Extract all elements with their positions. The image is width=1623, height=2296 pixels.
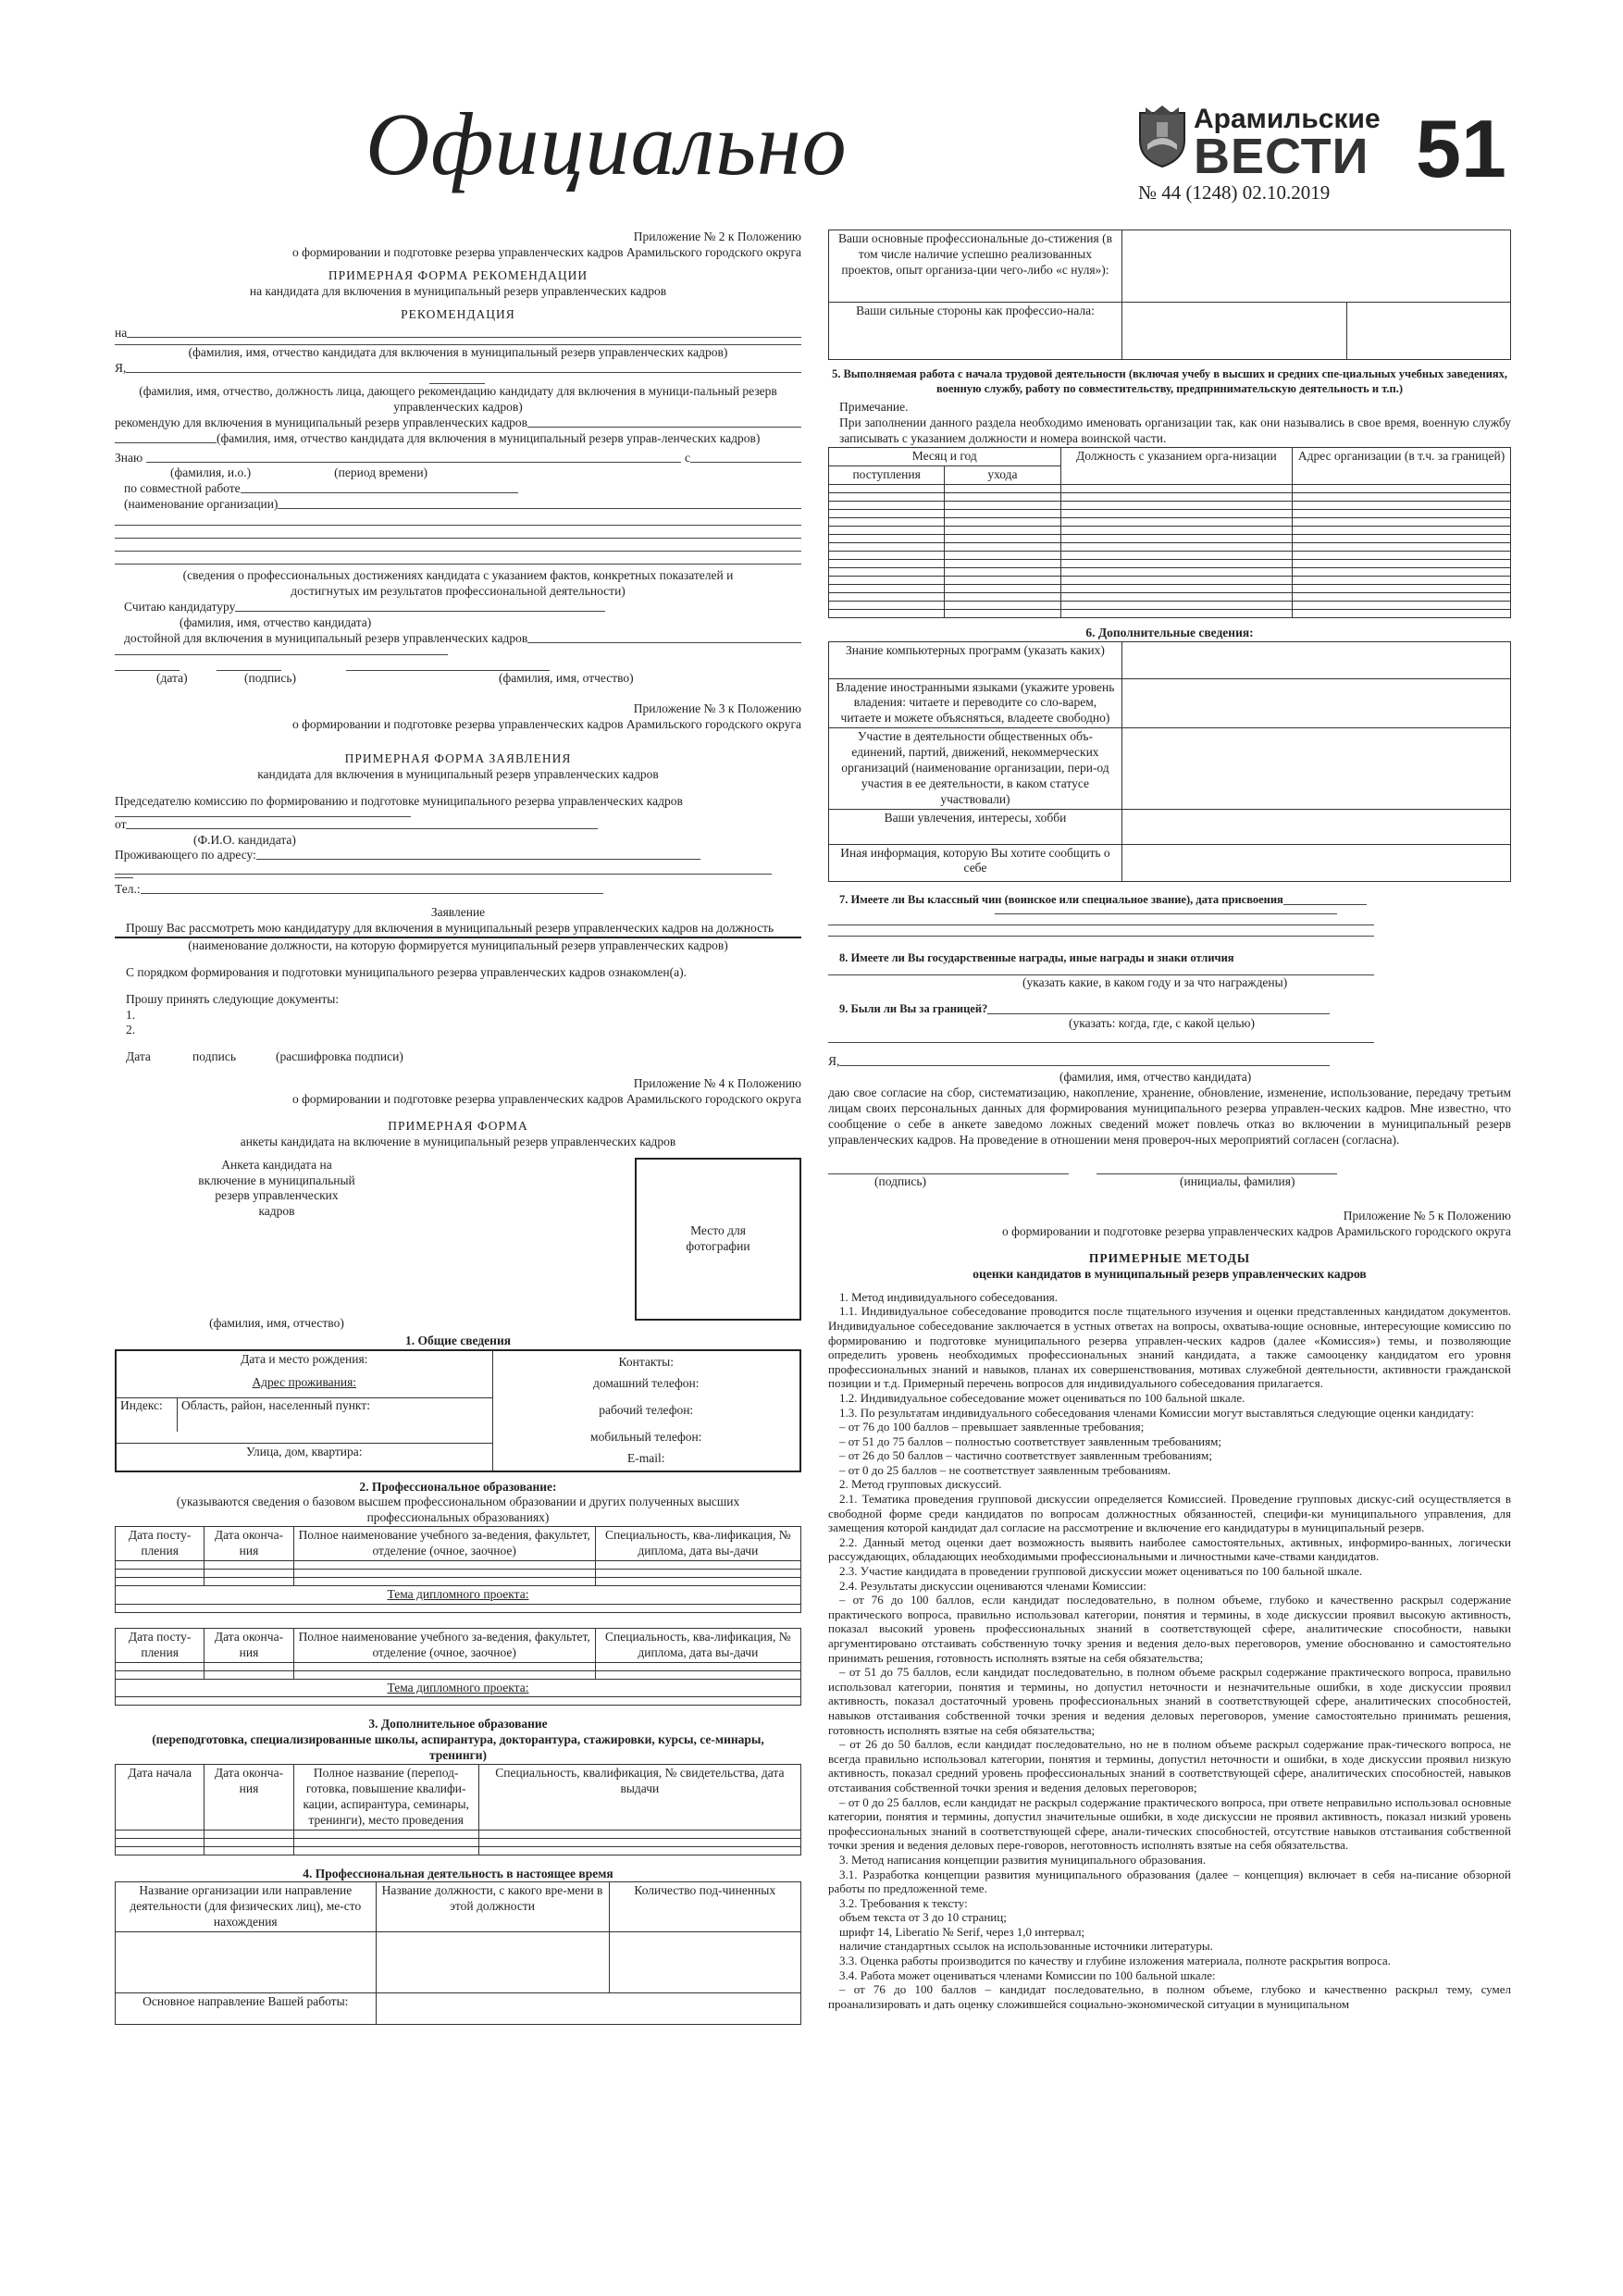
work-history-table [828,447,1511,618]
worthy-label: достойной для включения в муниципальный резерв управленческих кадров [124,630,528,645]
from-label: от [115,816,127,831]
s4-heading: 4. Профессиональная деятельность в настоящее время [303,1866,613,1880]
mobile-label: мобильный телефон: [590,1429,702,1444]
addr-label: Адрес проживания: [252,1374,357,1389]
table-header-cell: Дата оконча-ния [204,1527,293,1561]
issue-number: № 44 (1248) 02.10.2019 [1138,181,1331,204]
hobby-label: Ваши увлечения, интересы, хобби [884,810,1067,825]
thesis-label-1: Тема дипломного проекта: [387,1586,529,1601]
on-label: на [115,326,128,341]
annex2-title: ПРИМЕРНАЯ ФОРМА РЕКОМЕНДАЦИИ [328,267,588,282]
table-header-cell: Дата посту-пления [116,1527,204,1561]
recommend-label: рекомендую для включения в муниципальный резерв управленческих кадров [115,415,527,429]
table-header-cell: Дата оконча-ния [204,1628,293,1662]
paragraph: 3.3. Оценка работы производится по качеству и глубине изложения материала, полноте раскрытия вопроса. [839,1954,1391,1968]
ya-hint: (фамилия, имя, отчество кандидата) [1059,1070,1252,1084]
paragraph: 1.3. По результатам индивидуального собеседования членами Комиссии могут выставляться следующие оценки кандидату: [839,1405,1474,1420]
s9-label: 9. Были ли Вы за границей? [839,1001,988,1015]
hint-initials: (фамилия, и.о.) [170,465,252,480]
coat-of-arms-icon [1136,104,1188,168]
additional-education-table [115,1764,801,1855]
note-text: При заполнении данного раздела необходимо именовать организации так, как они назывались в свое время, военную службу записывать с указанием должности и номера воинской части. [839,416,1511,445]
s1-heading: 1. Общие сведения [404,1334,512,1347]
region-label: Область, район, населенный пункт: [181,1398,370,1413]
fio-caption: (фамилия, имя, отчество) [209,1316,344,1331]
paragraph: 1. Метод индивидуального собеседования. [839,1289,1059,1304]
addressee: Председателю комиссию по формированию и подготовке муниципального резерва управленческих кадров [115,793,683,808]
table-header-cell: Название организации или направление деятельности (для физических лиц), ме-сто нахождения [116,1882,377,1932]
computer-label: Знание компьютерных программ (указать каких) [846,642,1105,657]
other-label: Иная информация, которую Вы хотите сообщить о себе [840,845,1110,875]
address-label: Проживающего по адресу: [115,848,256,863]
paragraph: 2.1. Тематика проведения групповой дискуссии определяется Комиссией. Проведение групповых дискус-сий осуществляется в свободной форме среди кандидатов по вопросам должностных обязанностей, специфи-ки муниципального управления, для замещения которой кандидат дал согласие на рассмотрение и включение его кандидатуры в муниципальный резерв. [828,1492,1511,1535]
annex4-sub: о формировании и подготовке резерва управленческих кадров Арамильского городского округа [292,1092,801,1106]
hint-period: (период времени) [334,465,428,480]
table-header-cell: Специальность, ква-лификация, № диплома, дата вы-дачи [595,1628,800,1662]
additional-info-table [828,641,1511,882]
since-label: с [685,450,690,465]
paragraph: – от 76 до 100 баллов, если кандидат последовательно, в полном объеме, глубоко и качественно раскрыл содержание практического вопроса, правильно использовал категории, понятия и термины, в ходе дискуссии проявил высокую активность, показал высокий уровень профессиональных знаний в соответствующей сфере, аналитические способности, навыки аргументировано отстаивать собственную точку зрения и ведения дело-вых переговоров, умение обоснованно и самостоятельно принимать решения, готовность исполнять взятые на себя обязательства; [828,1593,1511,1665]
annex2-label: Приложение № 2 к Положению [633,230,801,243]
decode-label: (расшифровка подписи) [276,1049,403,1064]
photo-box: Место для фотографии [635,1158,801,1321]
email-label: E-mail: [627,1450,665,1465]
table-header-cell: Дата посту-пления [116,1628,204,1662]
hint-candidate: (фамилия, имя, отчество кандидата для включения в муниципальный резерв управленческих кадров) [188,345,728,360]
hint-achievements: (сведения о профессиональных достижениях кандидата с указанием фактов, конкретных показателей и достигнутых им результатов профессиональной деятельности) [182,568,734,598]
annex3-subtitle: кандидата для включения в муниципальный резерв управленческих кадров [257,766,659,781]
consider-label: Считаю кандидатуру [124,599,236,614]
paragraph: 3. Метод написания концепции развития муниципального образования. [839,1852,1207,1867]
hint-recommender: (фамилия, имя, отчество, должность лица, дающего рекомендацию кандидату для включения в муници-пальный резерв управленческих кадров) [139,384,777,414]
paragraph: 2.4. Результаты дискуссии оцениваются членами Комиссии: [839,1578,1146,1593]
languages-label: Владение иностранными языками (укажите уровень владения: читаете и переводите со сло-варем, читаете и можете объясняться, владеете свободно) [836,679,1115,726]
sig-sign: (подпись) [244,671,297,686]
left-column [115,230,801,2025]
s2-hint: (указываются сведения о базовом высшем профессиональном образовании и других полученных высших профессиональных образованиях) [176,1495,740,1525]
tel-label: Тел.: [115,882,141,897]
newspaper-logo [1136,100,1381,185]
table-header-cell: Адрес организации (в т.ч. за границей) [1293,447,1511,484]
s3-hint: (переподготовка, специализированные школы, аспирантура, докторантура, стажировки, курсы, се-минары, тренинги) [152,1732,764,1763]
s6-heading: 6. Дополнительные сведения: [1085,625,1254,639]
contacts-label: Контакты: [618,1354,674,1369]
note-label: Примечание. [839,400,909,415]
recommendation-heading: РЕКОМЕНДАЦИЯ [401,306,515,321]
date-label: Дата [126,1049,151,1064]
ya-label: Я, [828,1054,840,1069]
education-table-1 [115,1526,801,1613]
table-header-cell: Полное название (перепод-готовка, повышение квалифи-кации, аспирантура, семинары, тренинги), место проведения [293,1765,478,1831]
paragraph: – от 26 до 50 баллов, если кандидат последовательно, но не в полном объеме раскрыл содержание прак-тического вопроса, не всегда правильно использовал категории, понятия и термины, допустил неточности и ошибки, в ходе дискуссии проявил низкую активность, показал средний уровень профессиональных знаний в соответствующей сфере, аналитических способностей, навыков отстаивания собственной точки зрения и ведения деловых переговоров; [828,1737,1511,1794]
paragraph: 2.3. Участие кандидата в проведении групповой дискуссии может оцениваться по 100 бальной шкале. [839,1564,1363,1579]
sig-date: (дата) [156,671,188,686]
know-label: Знаю [115,450,143,465]
docs-label: Прошу принять следующие документы: [126,991,340,1006]
paragraph: наличие стандартных ссылок на использованные источники литературы. [839,1939,1213,1954]
consent-initials: (инициалы, фамилия) [1180,1174,1295,1189]
consent-text: даю свое согласие на сбор, систематизацию, накопление, хранение, обновление, изменение, использование, передачу третьим лицам своих персональных данных для формирования муниципального резерва управлен-ческих кадров. Мне известно, что сообщение о себе в анкете заведомо ложных сведений может повлечь отказ во включении в муниципальный резерв управленческих кадров. На проведение в отношении меня провероч-ных мероприятий согласен (согласна). [828,1085,1511,1147]
paragraph: 2.2. Данный метод оценки дает возможность выявить наиболее самостоятельных, активных, информиро-ванных, логически рассуждающих, обладающих необходимыми профессиональными и личностными каче-ствами кандидатов. [828,1534,1511,1564]
main-direction-label: Основное направление Вашей работы: [142,1994,349,2009]
current-work-table [115,1881,801,2025]
paragraph: – от 0 до 25 баллов – не соответствует заявленным требованиям. [839,1462,1171,1477]
work-phone-label: рабочий телефон: [599,1402,694,1417]
s8-label: 8. Имеете ли Вы государственные награды, иные награды и знаки отличия [839,951,1234,965]
s9-hint: (указать: когда, где, с какой целью) [1069,1016,1255,1031]
annex3-label: Приложение № 3 к Положению [633,701,801,716]
achievements-label: Ваши основные профессиональные до-стижения (в том числе наличие успешно реализованных проектов, опыт организа-ции чего-либо «с нуля»): [837,231,1112,277]
table-header-cell: Дата оконча-ния [204,1765,293,1831]
table-header-cell: Специальность, квалификация, № свидетельства, дата выдачи [478,1765,800,1831]
page-number: 51 [1416,103,1506,194]
statement-body: Прошу Вас рассмотреть мою кандидатуру для включения в муниципальный резерв управленческих кадров на должность [115,921,801,938]
s2-heading: 2. Профессиональное образование: [359,1479,557,1494]
paragraph: – от 0 до 25 баллов, если кандидат не раскрыл содержание практического вопроса, при ответе неправильно использовал основные категории, понятия и термины, допустил значительные ошибки, в ходе дискуссии не проявил активность, показал низкий уровень профессиональных знаний в соответствующей сфере, анали-тических способностей, отсутствие навыков отстаивания собственной точки зрения и ведения деловых пере-говоров, неготовность исполнять взятые на себя обязательства. [828,1794,1511,1853]
achievements-table [828,230,1511,360]
acquainted: С порядком формирования и подготовки муниципального резерва управленческих кадров ознакомлен(а). [126,964,687,979]
sign-label: подпись [192,1049,237,1064]
paragraph: – от 51 до 75 баллов, если кандидат последовательно, в полном объеме раскрыл содержание практического вопроса, правильно использовал категории, понятия и термины, но допустил неточности и незначительные ошибки, в ходе дискуссии проявил активность, показал достаточный уровень профессиональных знаний в соответствующей сфере, аналитических способностей, навыков отстаивания собственной точки зрения и ведения деловых переговоров, умение самостоятельно принимать решения, готовность исполнять взятые на себя обязательства; [828,1665,1511,1737]
table-header-cell: Специальность, ква-лификация, № диплома, дата вы-дачи [595,1527,800,1561]
paragraph: 2. Метод групповых дискуссий. [839,1477,1002,1492]
position-hint: (наименование должности, на которую формируется муниципальный резерв управленческих кадров) [188,937,728,952]
education-table-2 [115,1628,801,1706]
s8-hint: (указать какие, в каком году и за что награждены) [1022,974,1288,989]
table-header-cell: поступления [829,465,945,484]
table-header-cell: Полное наименование учебного за-ведения, факультет, отделение (очное, заочное) [293,1628,595,1662]
paragraph: 3.1. Разработка концепции развития муниципального образования (далее – концепция) включает в себя на-писание обзорной работы по предложенной теме. [828,1867,1511,1896]
statement-heading: Заявление [430,905,486,920]
logo-line1: Арамильские [1194,104,1381,134]
table-header-cell: Полное наименование учебного за-ведения, факультет, отделение (очное, заочное) [293,1527,595,1561]
annex5-title: ПРИМЕРНЫЕ МЕТОДЫ [1088,1251,1251,1265]
annex3-sub: о формировании и подготовке резерва управленческих кадров Арамильского городского округа [292,717,801,732]
logo-line2: ВЕСТИ [1194,129,1369,184]
annex5-label: Приложение № 5 к Положению [1343,1209,1511,1223]
s7-label: 7. Имеете ли Вы классный чин (воинское или специальное звание), дата присвоения [839,892,1283,906]
thesis-label-2: Тема дипломного проекта: [387,1680,529,1694]
hint-candidate-3: (фамилия, имя, отчество кандидата) [180,614,372,629]
street-label: Улица, дом, квартира: [245,1445,363,1459]
sig-name: (фамилия, имя, отчество) [499,671,634,686]
paragraph: 1.2. Индивидуальное собеседование может оцениваться по 100 бальной шкале. [839,1390,1245,1405]
table-header-cell: Название должности, с какого вре-мени в этой должности [376,1882,609,1932]
annex4-subtitle: анкеты кандидата на включение в муниципальный резерв управленческих кадров [240,1134,676,1148]
s3-heading: 3. Дополнительное образование [368,1717,548,1731]
doc-2: 2. [126,1023,136,1037]
doc-1: 1. [126,1007,136,1022]
strengths-label: Ваши сильные стороны как профессио-нала: [856,304,1095,317]
annex5-subtitle: оценки кандидатов в муниципальный резерв управленческих кадров [973,1266,1367,1281]
orgs-label: Участие в деятельности общественных объ-единений, партий, движений, некоммерческих организаций (наименование организации, пери-од участия в ее деятельности, в каком статусе участвовали) [841,729,1109,806]
annex3-title: ПРИМЕРНАЯ ФОРМА ЗАЯВЛЕНИЯ [344,751,572,765]
general-info-table [115,1349,801,1472]
i-label: Я, [115,361,127,376]
right-column [828,230,1511,2011]
paragraph: 3.2. Требования к тексту: [839,1895,968,1910]
annex5-sub: о формировании и подготовке резерва управленческих кадров Арамильского городского округа [1002,1224,1511,1239]
paragraph: – от 76 до 100 баллов – превышает заявленные требования; [839,1420,1145,1434]
paragraph: – от 51 до 75 баллов – полностью соответствует заявленным требованиям; [839,1433,1221,1448]
paragraph: – от 76 до 100 баллов – кандидат последовательно, в полном объеме, глубоко и качественно раскрыл тему, сумел проанализировать и дать оценку сложившейся социально-экономической ситуации в муниципальном [828,1982,1511,2011]
hint-org: (наименование организации) [124,497,279,512]
paragraph: объем текста от 3 до 10 страниц; [839,1910,1007,1925]
table-header-cell: ухода [945,465,1060,484]
table-header-cell: Должность с указанием орга-низации [1060,447,1293,484]
paragraph: – от 26 до 50 баллов – частично соответствует заявленным требованиям; [839,1448,1212,1463]
s5-heading: 5. Выполняемая работа с начала трудовой деятельности (включая учебу в высших и средних спе-циальных учебных заведениях, военную службу, работу по совместительству, предпринимательскую деятельность и т.п.) [831,367,1508,395]
home-phone-label: домашний телефон: [592,1375,700,1390]
annex2-subtitle: на кандидата для включения в муниципальный резерв управленческих кадров [249,283,667,298]
paragraph: шрифт 14, Liberatio № Serif, через 1,0 интервал; [839,1924,1085,1939]
table-header-cell: Количество под-чиненных [609,1882,800,1932]
paragraph: 3.4. Работа может оцениваться членами Комиссии по 100 бальной шкале: [839,1967,1216,1982]
annex4-label: Приложение № 4 к Положению [633,1076,801,1091]
fio-hint: (Ф.И.О. кандидата) [193,832,296,847]
methods-text [828,1290,1511,2012]
anketa-title: Анкета кандидата на включение в муниципальный резерв управленческих кадров [198,1157,355,1219]
paragraph: 1.1. Индивидуальное собеседование проводится после тщательного изучения и оценки представленных кандидатом документов. Индивидуальное собеседование заключается в устных ответах на вопросы, охватыва-ющие основные, интересующие комиссию по формированию и подготовке муниципального резерва управлен-ческих кадров (далее «Комиссия») темы, и позволяющие определить уровень необходимых профессиональных знаний кандидата, а также самооценку кандидатом его уровня профессиональных знаний и навыков, планах их совершенствования, мотивах служебной деятельности, активности гражданской позиции и т.д. Примерный перечень вопросов для индивидуального собеседования прилагается. [828,1304,1511,1391]
hint-candidate-2: (фамилия, имя, отчество кандидата для включения в муниципальный резерв управ-ленческих кадров) [217,430,761,445]
annex4-title: ПРИМЕРНАЯ ФОРМА [388,1118,528,1133]
joint-work-label: по совместной работе [124,481,241,496]
consent-sign: (подпись) [874,1174,927,1189]
index-label: Индекс: [117,1398,178,1432]
annex2-sub: о формировании и подготовке резерва управленческих кадров Арамильского городского округа [292,244,801,259]
page-title: Официально [365,94,848,193]
table-header-cell: Месяц и год [829,447,1061,465]
birth-label: Дата и место рождения: [241,1351,368,1366]
table-header-cell: Дата начала [116,1765,204,1831]
